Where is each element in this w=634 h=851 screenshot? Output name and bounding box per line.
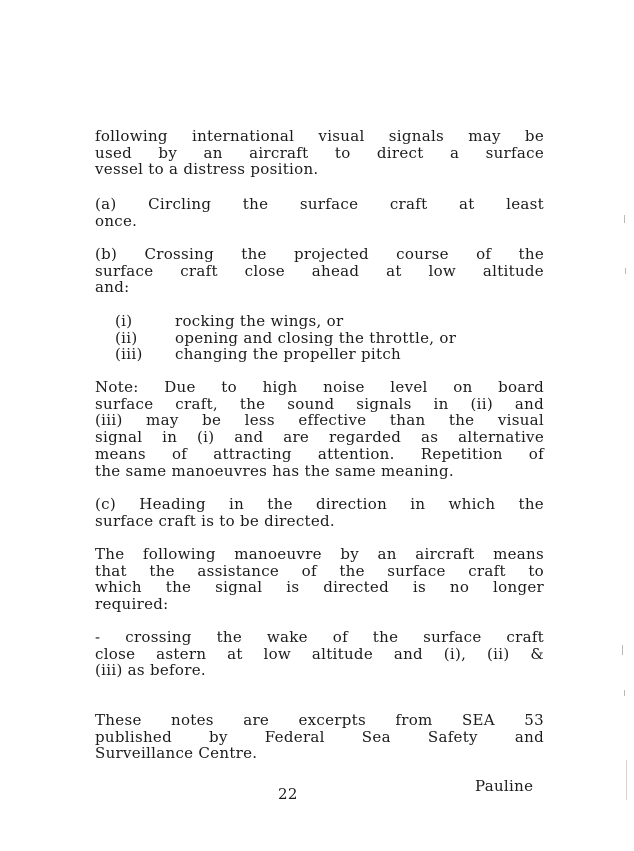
signature: Pauline (475, 777, 534, 795)
text-line: surface craft, the sound signals in (ii) and (95, 394, 544, 413)
text-line: Note: Due to high noise level on board (95, 378, 544, 396)
text-line: used by an aircraft to direct a surface (95, 143, 544, 162)
text-line: published by Federal Sea Safety and (95, 727, 544, 746)
text-line: following international visual signals may be (95, 127, 544, 145)
text-line: vessel to a distress position. (95, 160, 319, 179)
text-line: surface craft close ahead at low altitude (95, 261, 544, 280)
dash-item-paragraph (95, 629, 544, 679)
list-item-number: (iii) (115, 345, 143, 364)
scan-artifact (622, 645, 623, 655)
list-item (115, 330, 456, 347)
list-item-text: rocking the wings, or (175, 312, 344, 330)
text-line: (iii) may be less effective than the visual (95, 411, 544, 430)
list-item-text: opening and closing the throttle, or (175, 328, 457, 347)
text-line: Surveillance Centre. (95, 744, 258, 763)
intro-paragraph (95, 128, 544, 178)
text-line: the same manoeuvres has the same meaning. (95, 461, 454, 480)
item-c-paragraph (95, 496, 544, 529)
scan-artifact (624, 690, 625, 696)
item-b-paragraph (95, 246, 544, 296)
text-line: close astern at low altitude and (i), (ii) & (95, 644, 544, 663)
list-item (115, 313, 456, 330)
item-a-paragraph (95, 196, 544, 229)
note-paragraph (95, 379, 544, 479)
scan-artifact (626, 760, 627, 800)
source-note-paragraph (95, 712, 544, 762)
text-line: once. (95, 211, 138, 230)
text-line: (b) Crossing the projected course of the (95, 245, 544, 263)
list-item-text: changing the propeller pitch (175, 345, 402, 364)
scan-artifact (624, 215, 625, 223)
text-line: signal in (i) and are regarded as alternative (95, 428, 544, 447)
list-item-number: (ii) (115, 328, 138, 347)
text-line: required: (95, 595, 169, 614)
text-line: (iii) as before. (95, 661, 206, 680)
sub-item-list (115, 313, 456, 363)
text-line: means of attracting attention. Repetition of (95, 444, 544, 463)
text-line: (c) Heading in the direction in which the (95, 495, 544, 513)
list-item (115, 346, 456, 363)
following-paragraph (95, 546, 544, 613)
text-line: that the assistance of the surface craft to (95, 561, 544, 580)
text-line: (a) Circling the surface craft at least (95, 195, 544, 213)
text-line: which the signal is directed is no longer (95, 578, 544, 597)
text-line: - crossing the wake of the surface craft (95, 628, 544, 646)
text-line: surface craft is to be directed. (95, 511, 335, 530)
list-item-number: (i) (115, 312, 133, 330)
text-line: These notes are excerpts from SEA 53 (95, 711, 544, 729)
text-line: and: (95, 278, 130, 297)
page-number: 22 (278, 785, 298, 803)
text-line: The following manoeuvre by an aircraft means (95, 545, 544, 563)
scan-artifact (625, 268, 626, 274)
